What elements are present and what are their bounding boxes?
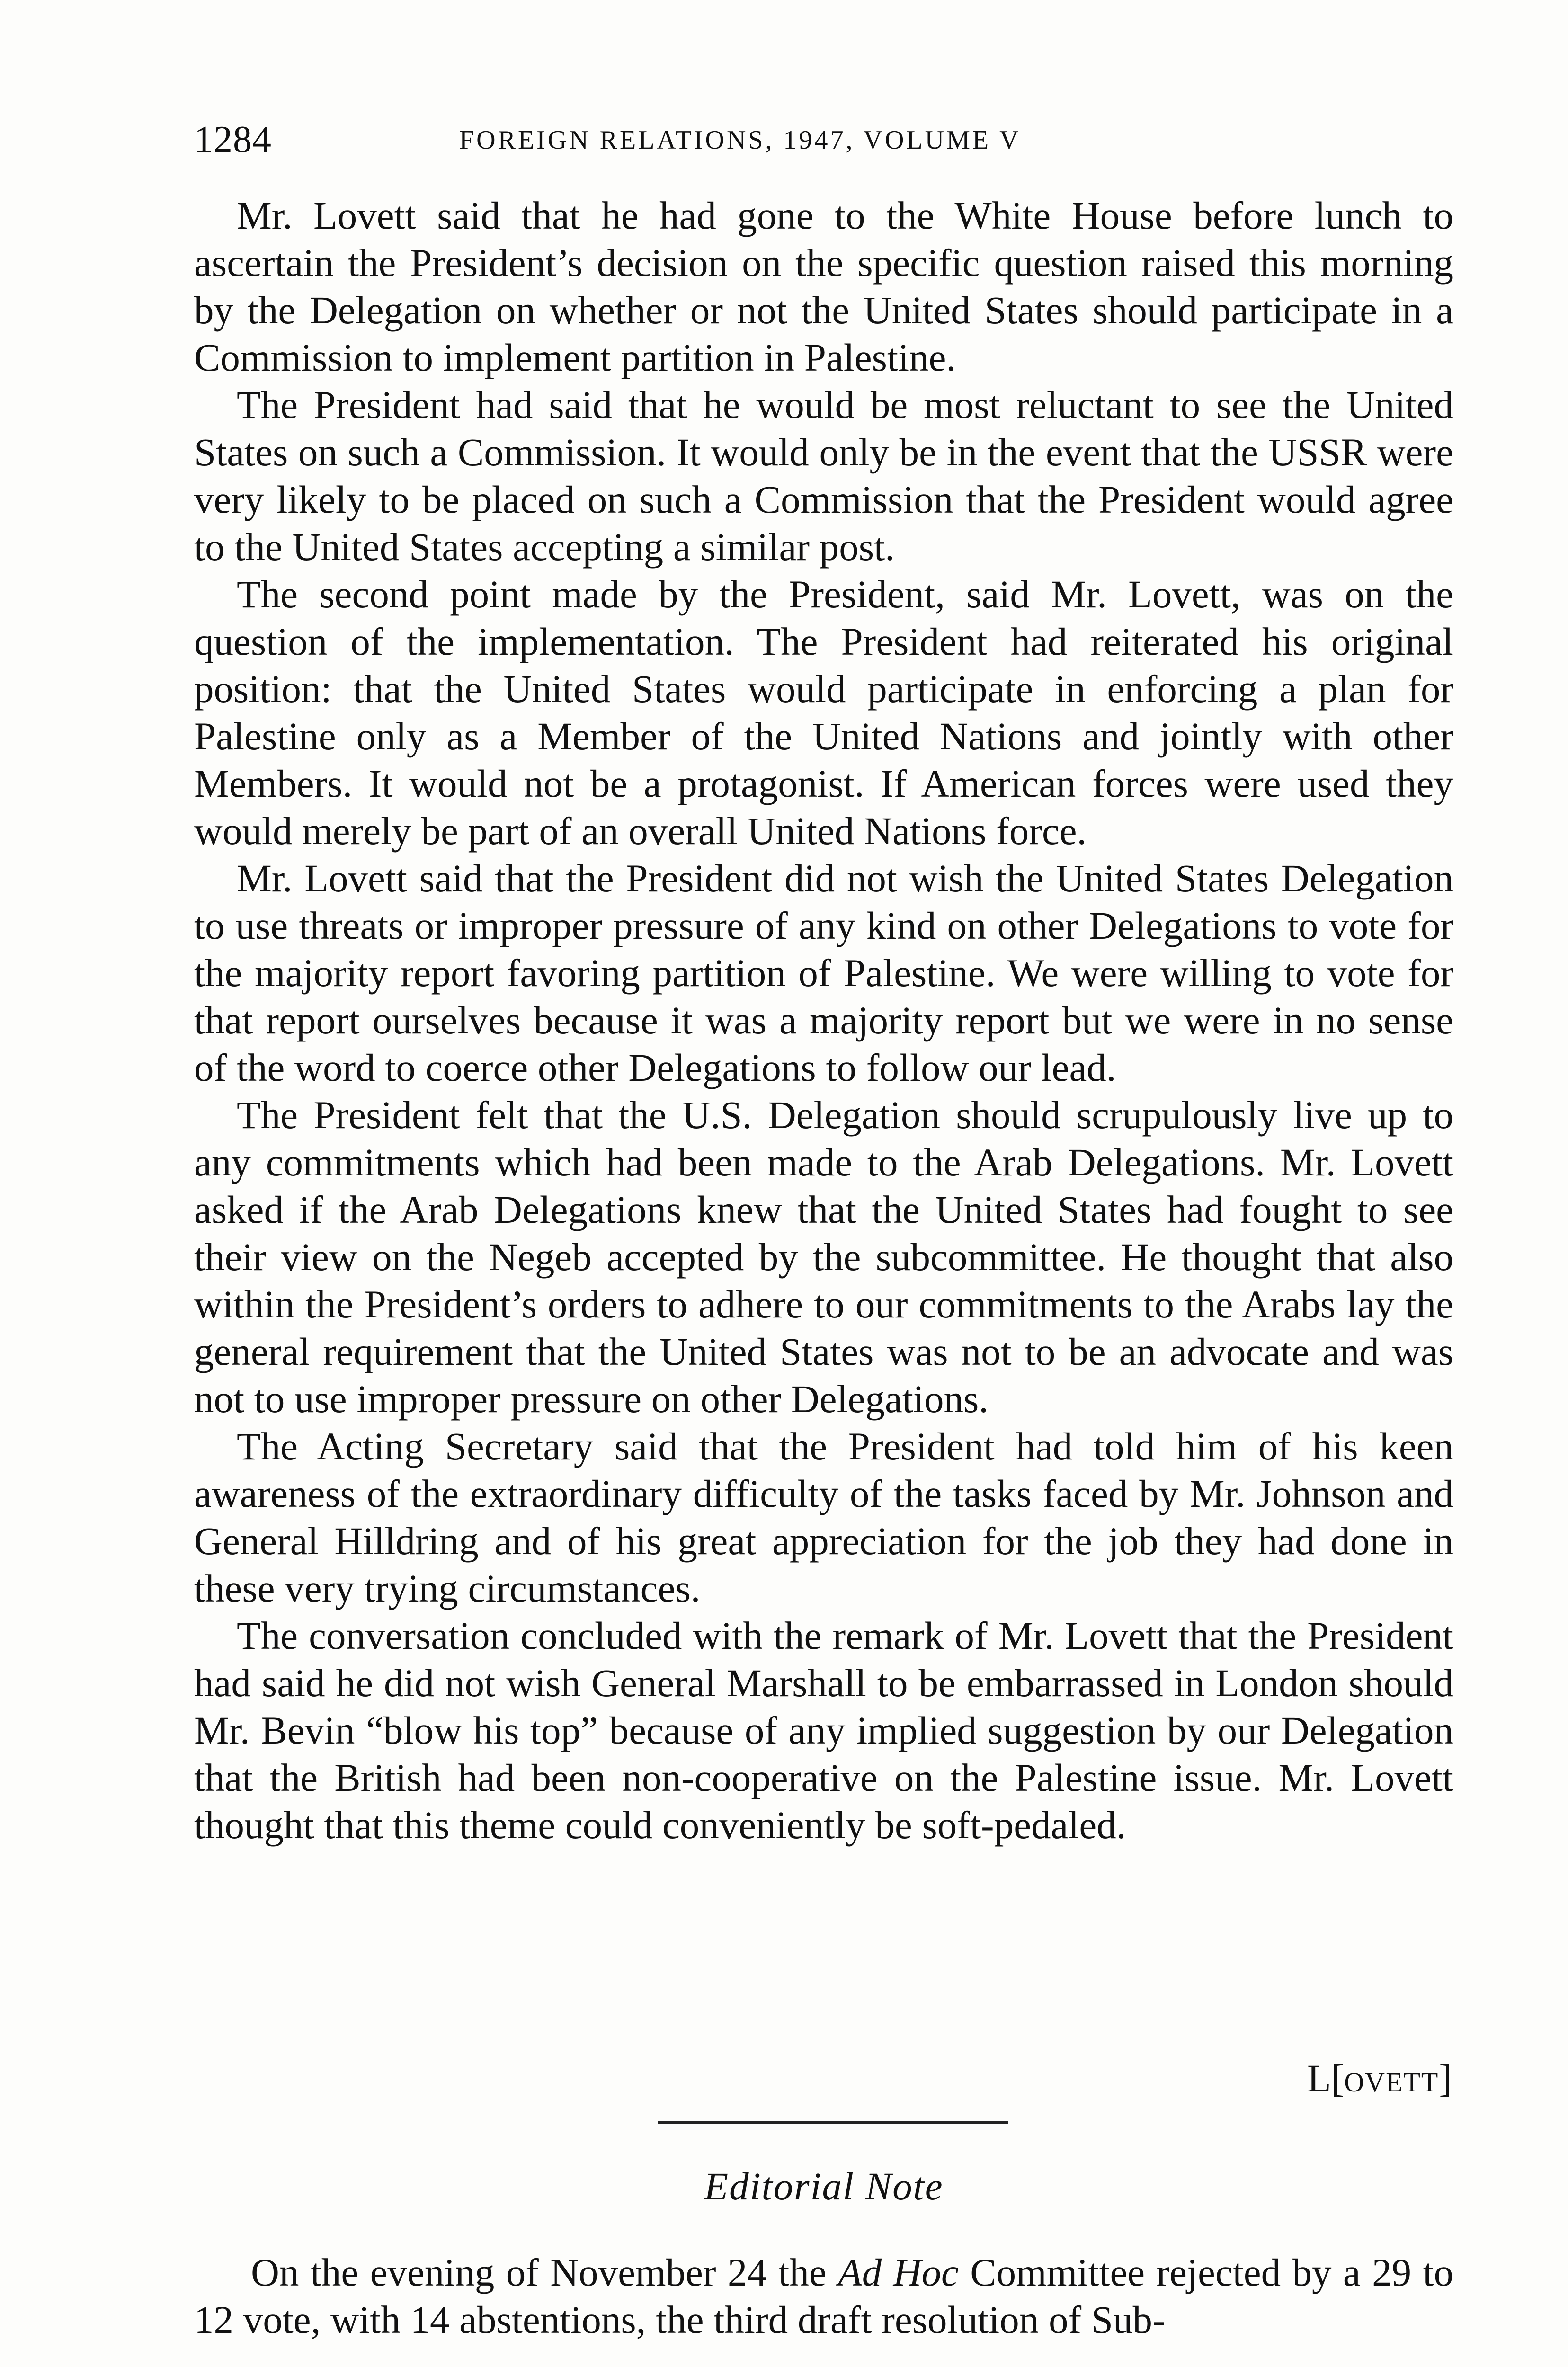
note-text-before: On the evening of November 24 the [251, 2251, 838, 2294]
paragraph-7: The conversation concluded with the remark of Mr. Lovett that the President had said he did not wish General Marshall to be embarrassed in London should Mr. Bevin “blow his top” because of any implied suggestion by our Delegation that the British had been non-cooperative on the Palestine issue. Mr. Lovett thought that this theme could conveniently be soft-pedaled. [194, 1614, 1453, 1847]
paragraph-5: The President felt that the U.S. Delegation should scrupulously live up to any commitments which had been made to the Arab Delegations. Mr. Lovett asked if the Arab Delegations knew that the United States had fought to see their view on the Negeb accepted by the subcommittee. He thought that also within the President’s orders to adhere to our commitments to the Arabs lay the general requirement that the United States was not to be an advocate and was not to use improper pressure on other Delegations. [194, 1093, 1453, 1421]
note-italic-term: Ad Hoc [838, 2251, 959, 2294]
paragraph-6: The Acting Secretary said that the President had told him of his keen awareness of the extraordinary difficulty of the tasks faced by Mr. Johnson and General Hilldring and of his great appreciation for the job they had done in these very trying circumstances. [194, 1424, 1453, 1610]
page-header [194, 118, 1449, 175]
memorandum-body [194, 192, 1453, 1849]
signature [1307, 2055, 1452, 2102]
signature-name: ovett [1344, 2056, 1439, 2100]
editorial-note-paragraph [194, 2249, 1453, 2343]
section-divider [658, 2121, 1008, 2124]
signature-initial: L[ [1307, 2056, 1345, 2100]
editorial-note-title: Editorial Note [704, 2164, 944, 2208]
paragraph-3: The second point made by the President, said Mr. Lovett, was on the question of the implementation. The President had reiterated his original position: that the United States would participate in enforcing a plan for Palestine only as a Member of the United Nations and jointly with other Members. It would not be a protagonist. If American forces were used they would merely be part of an overall United Nations force. [194, 572, 1453, 853]
paragraph-4: Mr. Lovett said that the President did not wish the United States Delegation to use threats or improper pressure of any kind on other Delegations to vote for the majority report favoring partition of Palestine. We were willing to vote for that report ourselves because it was a majority report but we were in no sense of the word to coerce other Delegations to follow our lead. [194, 856, 1453, 1089]
editorial-note-body [194, 2249, 1453, 2343]
paragraph-2: The President had said that he would be most reluctant to see the United States on such a Commission. It would only be in the event that the USSR were very likely to be placed on such a Commission that the President would agree to the United States accepting a similar post. [194, 383, 1453, 569]
note-text-after: Committee rejected by a 29 to 12 vote, with 14 abstentions, the third draft resolution of Sub- [194, 2251, 1453, 2341]
paragraph-1: Mr. Lovett said that he had gone to the White House before lunch to ascertain the President’s decision on the specific question raised this morning by the Delegation on whether or not the United States should participate in a Commission to implement partition in Palestine. [194, 194, 1453, 379]
running-head: FOREIGN RELATIONS, 1947, VOLUME V [459, 125, 1021, 155]
page-number: 1284 [194, 119, 272, 160]
signature-close: ] [1439, 2056, 1452, 2100]
